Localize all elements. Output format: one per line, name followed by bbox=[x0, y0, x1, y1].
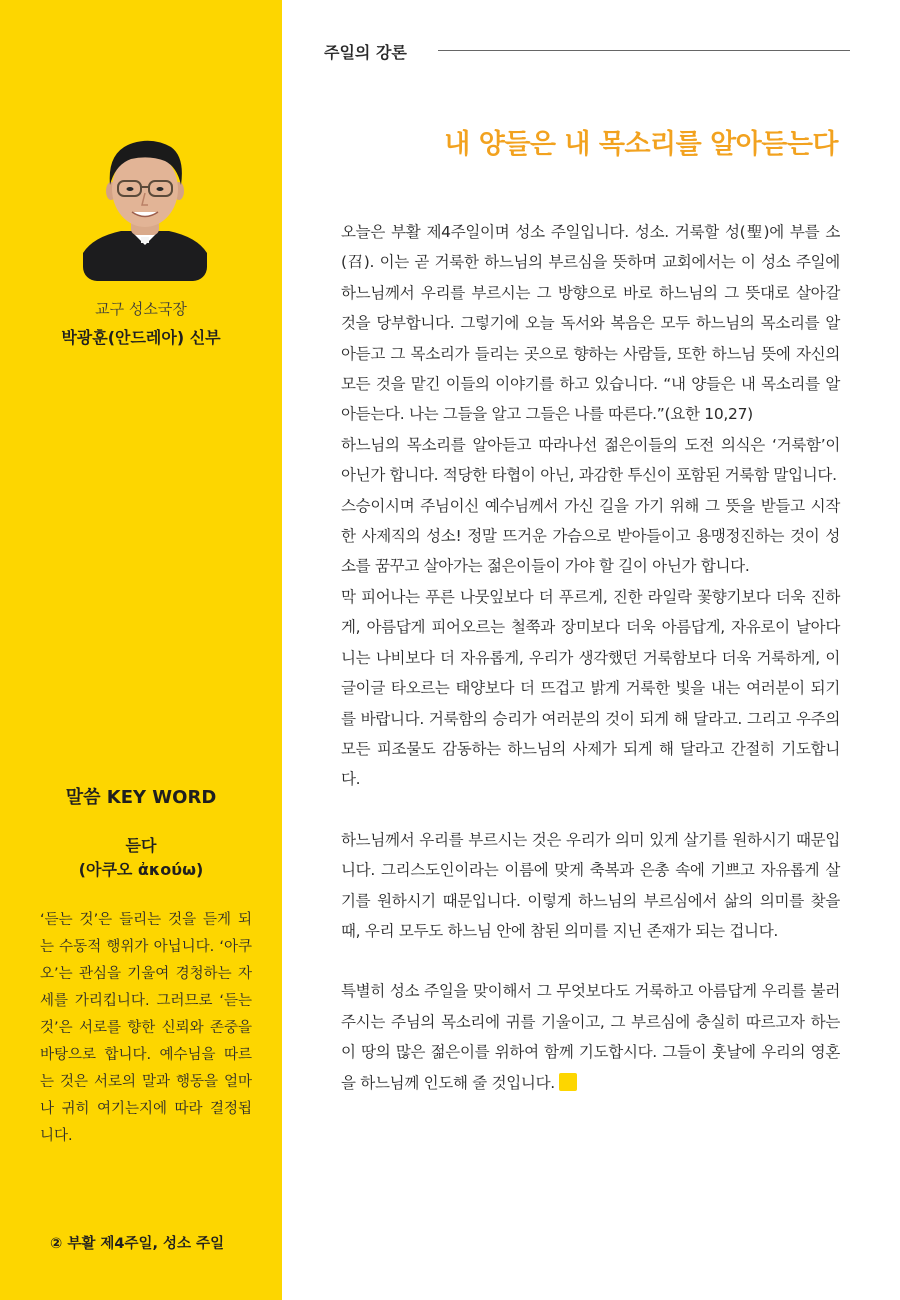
keyword-word: 듣다 bbox=[125, 836, 157, 855]
author-role: 교구 성소국장 bbox=[95, 300, 187, 318]
article-paragraph: 하느님께서 우리를 부르시는 것은 우리가 의미 있게 살기를 원하시기 때문입니다. 그리스도인이라는 이름에 맞게 축복과 은총 속에 기쁘고 자유롭게 살기를 원하시기 때문입니다. 이렇게 하느님의 부르심에서 삶의 의미를 찾을 때, 우리 모두도 하느님 안에 참된 의미를 지닌 존재가 되는 겁니다. bbox=[341, 830, 840, 940]
keyword-explanation: ‘듣는 것’은 들리는 것을 듣게 되는 수동적 행위가 아닙니다. ‘아쿠오’는 관심을 기울여 경청하는 자세를 가리킵니다. 그러므로 ‘듣는 것’은 서로를 향한 신뢰와 존중을 바탕으로 합니다. 예수님을 따르는 것은 서로의 말과 행동을 얼마나 귀히 여기는지에 따라 결정됩니다. bbox=[40, 912, 252, 1144]
article-paragraph: 스승이시며 주님이신 예수님께서 가신 길을 가기 위해 그 뜻을 받들고 시작한 사제직의 성소! 정말 뜨거운 가슴으로 받아들이고 용맹정진하는 것이 성소를 꿈꾸고 살아가는 젊은이들이 가야 할 길이 아닌가 합니다. bbox=[341, 496, 840, 576]
article-body bbox=[341, 217, 840, 1098]
section-divider bbox=[438, 50, 850, 51]
keyword-original: (아쿠오 ἀκούω) bbox=[78, 860, 204, 879]
author-portrait bbox=[83, 133, 207, 281]
keyword-title: 말씀 KEY WORD bbox=[65, 787, 217, 808]
article-headline: 내 양들은 내 목소리를 알아듣는다 bbox=[444, 129, 838, 160]
article-paragraph: 하느님의 목소리를 알아듣고 따라나선 젊은이들의 도전 의식은 ‘거룩함’이 아닌가 합니다. 적당한 타협이 아닌, 과감한 투신이 포함된 거룩함 말입니다. bbox=[341, 435, 840, 485]
sidebar bbox=[0, 0, 282, 1300]
article-paragraph-text: 특별히 성소 주일을 맞이해서 그 무엇보다도 거룩하고 아름답게 우리를 불러 주시는 주님의 목소리에 귀를 기울이고, 그 부르심에 충실히 따르고자 하는 이 땅의 많은 젊은이를 위하여 함께 기도합시다. 그들이 훗날에 우리의 영혼을 하느님께 인도해 줄 것입니다. bbox=[341, 982, 840, 1092]
page-footer: ② 부활 제4주일, 성소 주일 bbox=[50, 1236, 225, 1252]
author-name: 박광훈(안드레아) 신부 bbox=[61, 328, 221, 347]
priest-portrait-photo bbox=[83, 133, 207, 281]
article-paragraph-last bbox=[341, 976, 840, 1098]
article-paragraph: 막 피어나는 푸른 나뭇잎보다 더 푸르게, 진한 라일락 꽃향기보다 더욱 진하게, 아름답게 피어오르는 철쭉과 장미보다 더욱 아름답게, 자유로이 날아다니는 나비보다 더 자유롭게, 우리가 생각했던 거룩함보다 더욱 거룩하게, 이글이글 타오르는 태양보다 더 뜨겁고 밝게 거룩한 빛을 내는 여러분이 되기를 바랍니다. 거룩함의 승리가 여러분의 것이 되게 해 달라고. 그리고 우주의 모든 피조물도 감동하는 하느님의 사제가 되게 해 달라고 간절히 기도합니다. bbox=[341, 587, 840, 789]
section-label: 주일의 강론 bbox=[324, 43, 407, 62]
end-mark-icon bbox=[559, 1073, 577, 1091]
article-paragraph: 오늘은 부활 제4주일이며 성소 주일입니다. 성소. 거룩할 성(聖)에 부를 소(召). 이는 곧 거룩한 하느님의 부르심을 뜻하며 교회에서는 이 성소 주일에 하느님께서 우리를 부르시는 그 방향으로 바로 하느님의 그 뜻대로 살아갈 것을 당부합니다. 그렇기에 오늘 독서와 복음은 모두 하느님의 목소리를 알아듣고 그 목소리가 들리는 곳으로 향하는 사람들, 또한 하느님 뜻에 자신의 모든 것을 맡긴 이들의 이야기를 하고 있습니다. “내 양들은 내 목소리를 알아듣는다. 나는 그들을 알고 그들은 나를 따른다.”(요한 10,27) bbox=[341, 223, 840, 424]
